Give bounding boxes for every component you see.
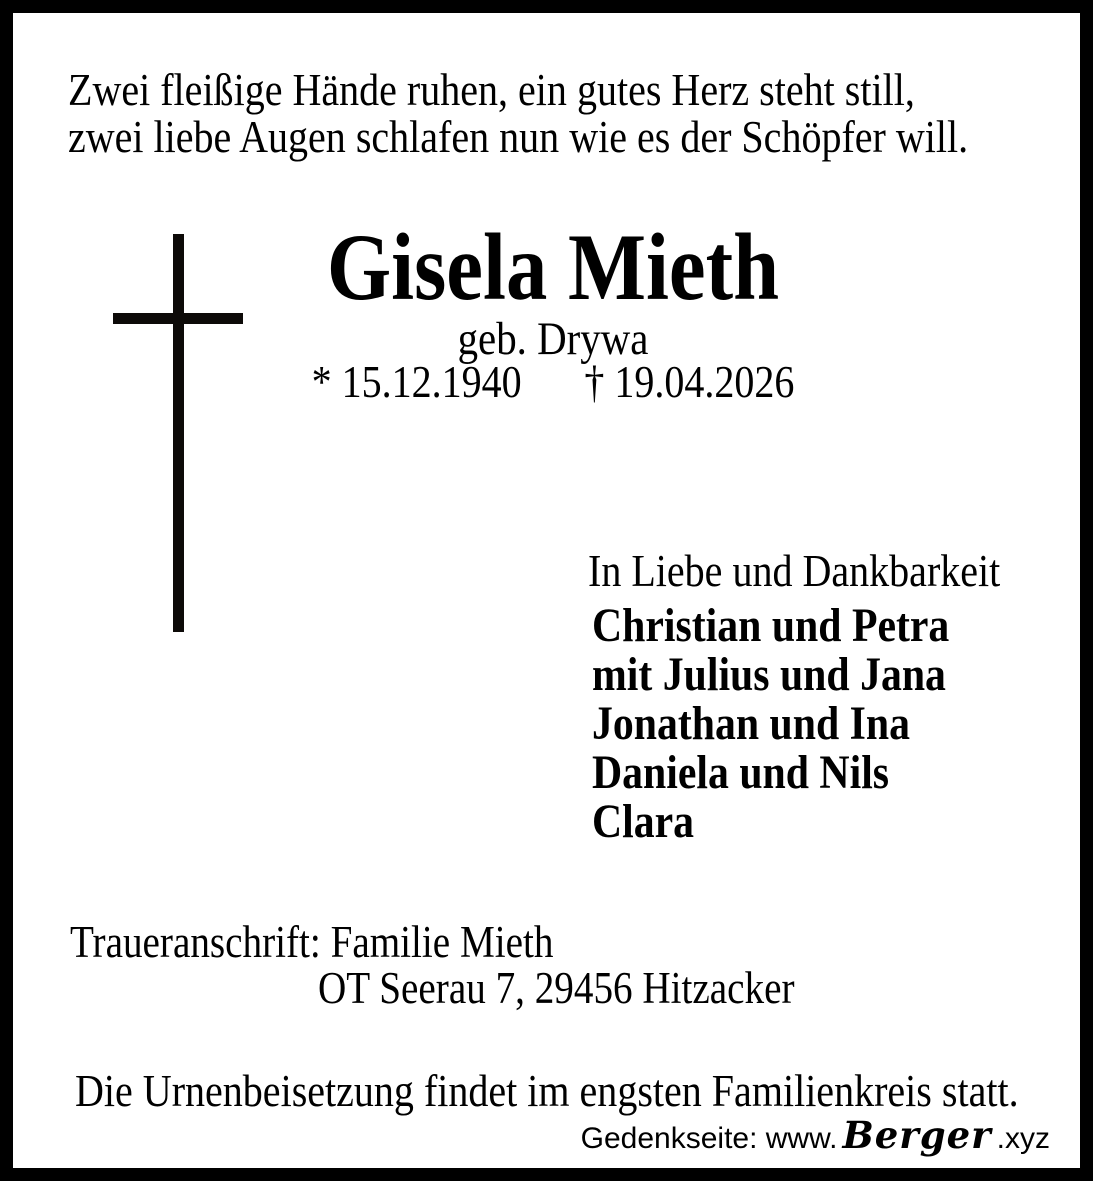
mourner-line: Clara <box>592 795 695 848</box>
mourning-address-line-2: OT Seerau 7, 29456 Hitzacker <box>318 963 795 1013</box>
life-dates <box>214 356 893 407</box>
memorial-site-line <box>580 1113 1050 1157</box>
mourner-line: Jonathan und Ina <box>592 697 911 750</box>
epigraph-line-1: Zwei fleißige Hände ruhen, ein gutes Herz steht still, <box>68 64 915 115</box>
cross-vertical-bar <box>173 234 184 632</box>
mourner-line: Christian und Petra <box>592 599 950 652</box>
memorial-brand: Berger <box>842 1113 992 1157</box>
mourner-line: mit Julius und Jana <box>592 648 946 701</box>
mourners-list <box>592 601 1003 846</box>
memorial-suffix: .xyz <box>996 1122 1050 1155</box>
deceased-name: Gisela Mieth <box>326 214 780 320</box>
memorial-prefix: Gedenkseite: www. <box>580 1122 838 1155</box>
death-date: † 19.04.2026 <box>584 356 795 407</box>
epigraph <box>68 66 1093 160</box>
mourning-address-line-1: Traueranschrift: Familie Mieth <box>70 917 554 967</box>
mourner-line: Daniela und Nils <box>592 746 890 799</box>
epigraph-line-2: zwei liebe Augen schlafen nun wie es der Schöpfer will. <box>68 111 969 162</box>
birth-date: * 15.12.1940 <box>311 356 522 407</box>
condolence-intro: In Liebe und Dankbarkeit <box>588 545 1001 596</box>
maiden-name: geb. Drywa <box>457 313 649 365</box>
funeral-note: Die Urnenbeisetzung findet im engsten Familienkreis statt. <box>75 1065 1019 1116</box>
